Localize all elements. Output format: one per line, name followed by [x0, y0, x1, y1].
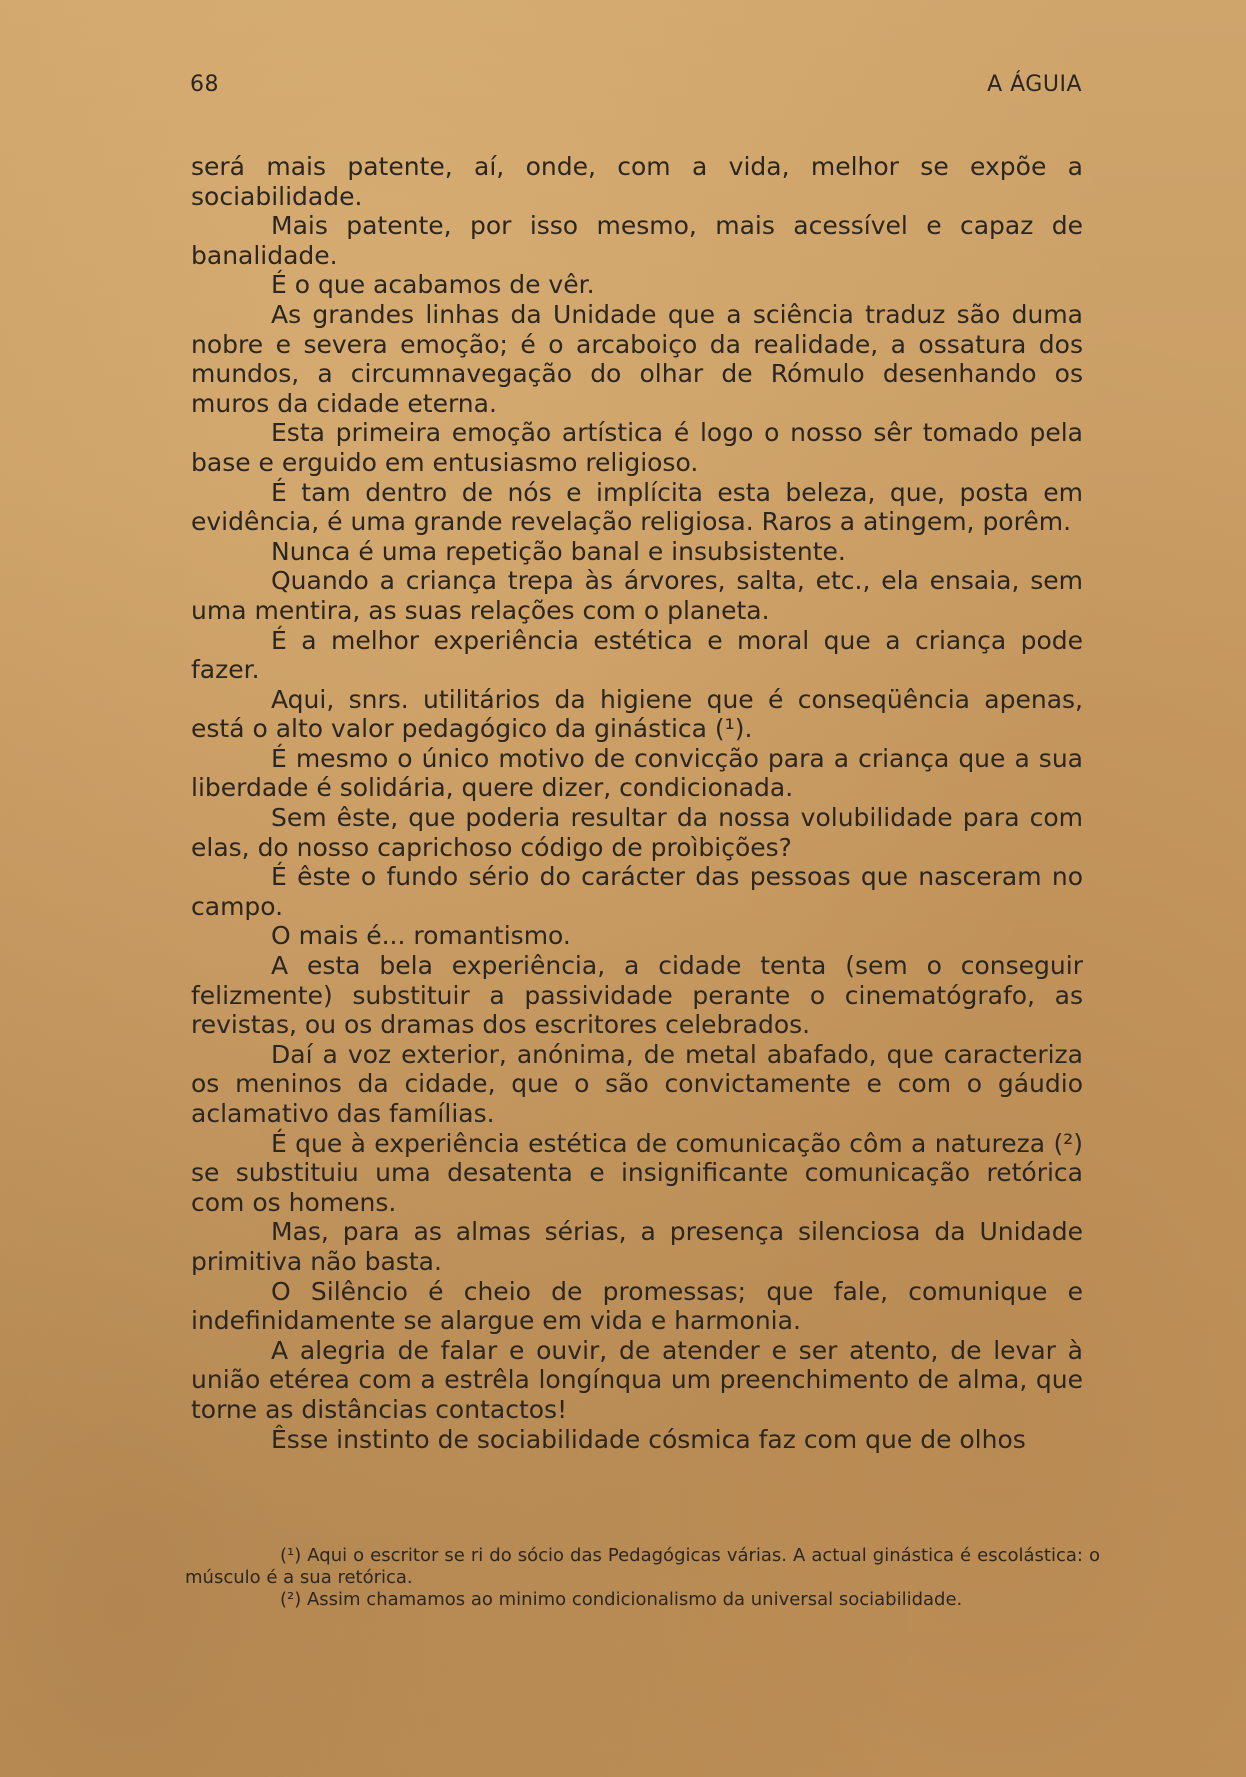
- paragraph: A alegria de falar e ouvir, de atender e ser atento, de levar à união etérea com a estrêla longínqua um preenchimento de alma, que torne as distâncias contactos!: [191, 1335, 1083, 1424]
- paragraph: É o que acabamos de vêr.: [271, 270, 595, 300]
- paragraph: será mais patente, aí, onde, com a vida, melhor se expõe a sociabilidade.: [191, 152, 1083, 211]
- paragraph: Mas, para as almas sérias, a presença silenciosa da Unidade primitiva não basta.: [191, 1217, 1083, 1276]
- footnote: (¹) Aqui o escritor se ri do sócio das Pedagógicas várias. A actual ginástica é escolástica: o músculo é a sua retórica.: [185, 1545, 1100, 1588]
- paragraph: É a melhor experiência estética e moral que a criança pode fazer.: [191, 625, 1083, 685]
- paragraph: É êste o fundo sério do carácter das pessoas que nasceram no campo.: [191, 862, 1083, 921]
- paragraph: Sem êste, que poderia resultar da nossa volubilidade para com elas, do nosso caprichoso código de proìbições?: [191, 803, 1083, 862]
- paragraph: Quando a criança trepa às árvores, salta, etc., ela ensaia, sem uma mentira, as suas relações com o planeta.: [191, 566, 1083, 625]
- page-number: 68: [190, 72, 219, 97]
- paragraph: Esta primeira emoção artística é logo o nosso sêr tomado pela base e erguido em entusiasmo religioso.: [191, 418, 1083, 477]
- paragraph: O Silêncio é cheio de promessas; que fale, comunique e indefinidamente se alargue em vida e harmonia.: [191, 1276, 1083, 1336]
- paragraph: É que à experiência estética de comunicação côm a natureza (²) se substituiu uma desatenta e insignificante comunicação retórica com os homens.: [191, 1128, 1083, 1217]
- paragraph: Aqui, snrs. utilitários da higiene que é conseqüência apenas, está o alto valor pedagógico da ginástica (¹).: [191, 684, 1083, 744]
- footnote: (²) Assim chamamos ao minimo condicionalismo da universal sociabilidade.: [280, 1589, 963, 1610]
- paragraph: Mais patente, por isso mesmo, mais acessível e capaz de banalidade.: [191, 211, 1083, 270]
- footnotes: [185, 1545, 1100, 1611]
- paragraph: As grandes linhas da Unidade que a sciência traduz são duma nobre e severa emoção; é o arcaboiço da realidade, a ossatura dos mundos, a circumnavegação do olhar de Rómulo desenhando os muros da cidade eterna.: [191, 299, 1083, 418]
- paragraph: Nunca é uma repetição banal e insubsistente.: [271, 536, 846, 566]
- paragraph: O mais é... romantismo.: [271, 921, 571, 951]
- page-header: [190, 72, 1082, 102]
- paragraph: É mesmo o único motivo de convicção para a criança que a sua liberdade é solidária, quere dizer, condicionada.: [191, 743, 1083, 803]
- paragraph: Êsse instinto de sociabilidade cósmica faz com que de olhos: [271, 1424, 1026, 1454]
- running-head: A ÁGUIA: [987, 72, 1082, 97]
- paragraph: É tam dentro de nós e implícita esta beleza, que, posta em evidência, é uma grande revelação religiosa. Raros a atingem, porêm.: [191, 477, 1083, 537]
- paragraph: Daí a voz exterior, anónima, de metal abafado, que caracteriza os meninos da cidade, que o são convictamente e com o gáudio aclamativo das famílias.: [191, 1039, 1083, 1128]
- paragraph: A esta bela experiência, a cidade tenta (sem o conseguir felizmente) substituir a passividade perante o cinematógrafo, as revistas, ou os dramas dos escritores celebrados.: [191, 951, 1083, 1040]
- body-text: [191, 152, 1083, 1454]
